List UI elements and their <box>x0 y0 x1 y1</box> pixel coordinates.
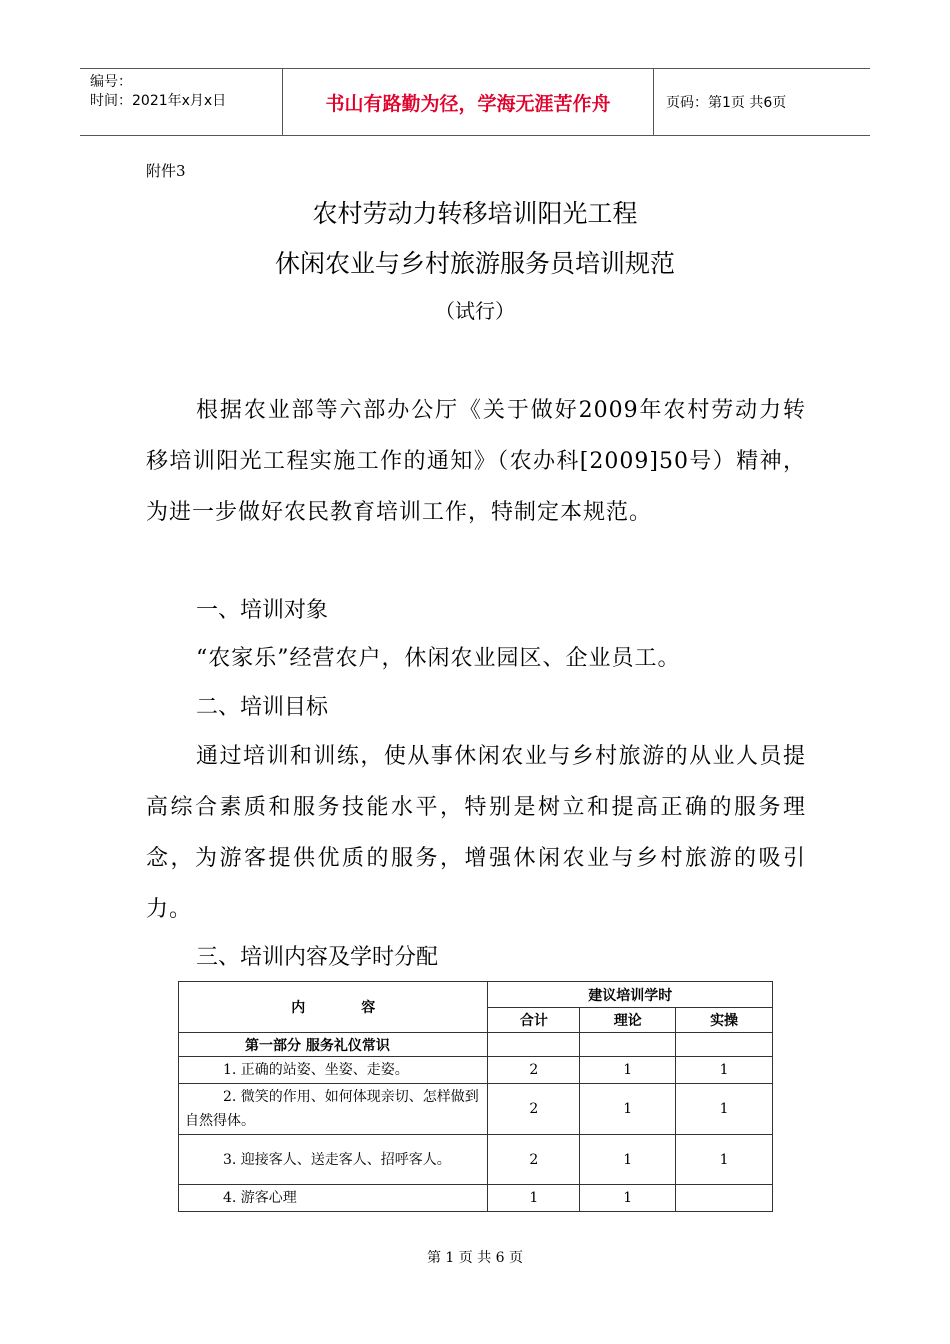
table-cell-practice: 1 <box>676 1135 773 1185</box>
header-motto: 书山有路勤为径，学海无涯苦作舟 <box>282 69 654 135</box>
table-cell-theory: 1 <box>580 1084 676 1135</box>
section-text-trainees: “农家乐”经营农户，休闲农业园区、企业员工。 <box>196 646 681 671</box>
table-cell-item: 3. 迎接客人、送走客人、招呼客人。 <box>179 1135 488 1185</box>
table-cell-total: 2 <box>488 1057 580 1084</box>
table-cell-total: 1 <box>488 1185 580 1212</box>
document-title-trial: （试行） <box>435 299 515 323</box>
document-date: 时间：2021年x月x日 <box>90 93 227 109</box>
page-footer: 第 1 页 共 6 页 <box>426 1250 524 1266</box>
document-title-line2: 休闲农业与乡村旅游服务员培训规范 <box>274 249 675 278</box>
table-cell-total: 2 <box>488 1084 580 1135</box>
training-hours-table <box>178 981 773 1212</box>
page-header <box>80 68 870 136</box>
table-row <box>179 1185 773 1212</box>
table-part-title: 第一部分 服务礼仪常识 <box>179 1033 488 1057</box>
intro-paragraph: 根据农业部等六部办公厅《关于做好2009年农村劳动力转移培训阳光工程实施工作的通知》（农办科[2009]50号）精神，为进一步做好农民教育培训工作，特制定本规范。 <box>146 398 806 525</box>
table-cell-practice: 1 <box>676 1057 773 1084</box>
header-meta <box>80 69 282 135</box>
table-cell-item: 2. 微笑的作用、如何体现亲切、怎样做到自然得体。 <box>179 1084 488 1135</box>
section-text-goals: 通过培训和训练，使从事休闲农业与乡村旅游的从业人员提高综合素质和服务技能水平，特别是树立和提高正确的服务理念，为游客提供优质的服务，增强休闲农业与乡村旅游的吸引力。 <box>146 744 806 922</box>
header-page-info: 页码：第1页 共6页 <box>666 95 787 111</box>
table-header-practice: 实操 <box>676 1008 773 1033</box>
table-header-content: 内 容 <box>179 982 488 1033</box>
table-row <box>179 1057 773 1084</box>
table-cell-item: 4. 游客心理 <box>179 1185 488 1212</box>
section-heading-trainees: 一、培训对象 <box>196 598 329 623</box>
table-cell-theory: 1 <box>580 1057 676 1084</box>
section-heading-goals: 二、培训目标 <box>196 695 329 720</box>
table-cell-item: 1. 正确的站姿、坐姿、走姿。 <box>179 1057 488 1084</box>
table-cell-total: 2 <box>488 1135 580 1185</box>
table-header-hours: 建议培训学时 <box>488 982 773 1008</box>
table-row <box>179 1135 773 1185</box>
table-cell-theory: 1 <box>580 1185 676 1212</box>
table-cell-theory: 1 <box>580 1135 676 1185</box>
attachment-label: 附件3 <box>146 162 186 180</box>
table-header-total: 合计 <box>488 1008 580 1033</box>
section-heading-content: 三、培训内容及学时分配 <box>196 945 439 970</box>
table-row <box>179 1084 773 1135</box>
table-header-theory: 理论 <box>580 1008 676 1033</box>
table-cell-practice <box>676 1185 773 1212</box>
document-number-label: 编号： <box>90 74 132 90</box>
document-title-line1: 农村劳动力转移培训阳光工程 <box>312 199 638 228</box>
table-cell-practice: 1 <box>676 1084 773 1135</box>
